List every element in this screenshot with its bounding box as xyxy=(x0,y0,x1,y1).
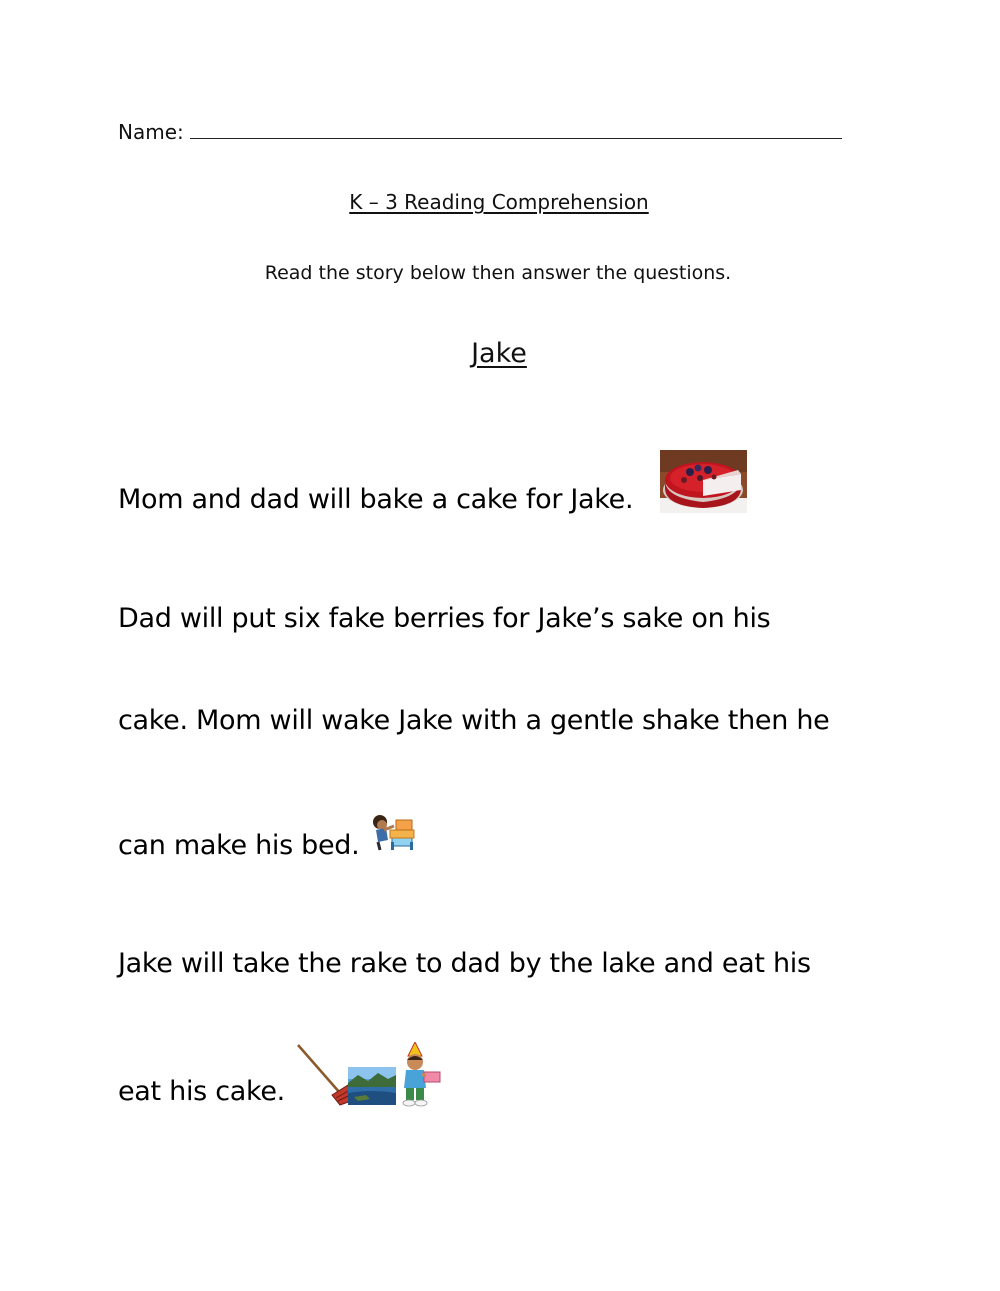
boy-making-bed-icon xyxy=(370,812,416,852)
story-title: Jake xyxy=(471,338,527,369)
name-field-row xyxy=(118,118,842,144)
berry-cake-icon xyxy=(660,450,747,513)
name-line[interactable] xyxy=(190,118,842,139)
story-line-5: Jake will take the rake to dad by the lake and eat his xyxy=(118,948,811,979)
worksheet-title: K – 3 Reading Comprehension xyxy=(349,190,649,214)
rake-icon xyxy=(296,1043,352,1107)
lake-icon xyxy=(348,1067,396,1105)
story-line-2: Dad will put six fake berries for Jake’s sake on his xyxy=(118,603,771,634)
story-line-4: can make his bed. xyxy=(118,830,360,861)
story-line-1: Mom and dad will bake a cake for Jake. xyxy=(118,484,634,515)
name-label: Name: xyxy=(118,120,184,144)
boy-eating-cake-icon xyxy=(398,1042,444,1108)
story-line-3: cake. Mom will wake Jake with a gentle shake then he xyxy=(118,705,830,736)
story-line-6: eat his cake. xyxy=(118,1076,285,1107)
instructions-text: Read the story below then answer the questions. xyxy=(264,262,732,284)
